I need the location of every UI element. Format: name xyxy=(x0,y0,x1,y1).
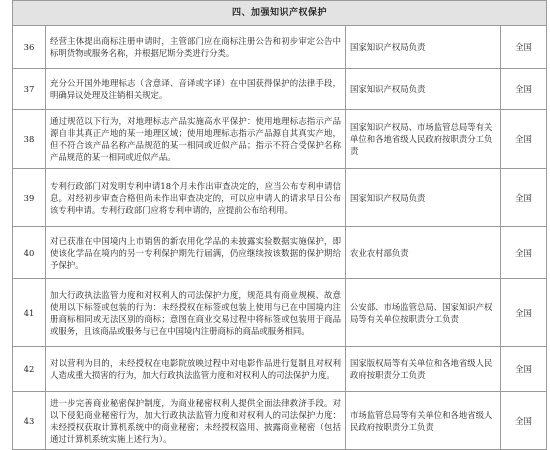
scope-text: 全国 xyxy=(501,110,547,169)
measure-text: 进一步完善商业秘密保护制度，为商业秘密权利人提供全面法律救济手段。对以下侵犯商业秘密行为，加大行政执法监管力度和对权利人的司法保护力度：未经授权获取计算机系统中的商业秘密；未经授权盗用、披露商业秘密（包括通过计算机系统实施上述行为）。 xyxy=(46,392,346,450)
responsible-dept: 国家知识产权局负责 xyxy=(346,169,501,227)
row-number: 41 xyxy=(13,279,46,347)
measure-text: 经营主体提出商标注册申请时，主管部门应在商标注册公告和初步审定公告中标明货物或服务名称，并根据尼斯分类进行分类。 xyxy=(46,26,346,69)
measures-table xyxy=(12,0,547,450)
row-number: 38 xyxy=(13,110,46,169)
table-row xyxy=(13,69,547,110)
responsible-dept: 市场监管总局等有关单位和各地省级人民政府按职责分工负责 xyxy=(346,392,501,450)
responsible-dept: 国家知识产权局负责 xyxy=(346,26,501,69)
measure-text: 专利行政部门对发明专利申请18个月未作出审查决定的，应当公布专利申请信息。对经初步审查合格但尚未作出审查决定的，可以应申请人的请求早日公布该专利申请。专利行政部门应将专利申请的，应提前公布给利用。 xyxy=(46,169,346,227)
scope-text: 全国 xyxy=(501,26,547,69)
table-row xyxy=(13,347,547,392)
responsible-dept: 公安部、市场监管总局、国家知识产权局等有关单位按职责分工负责 xyxy=(346,279,501,347)
scope-text: 全国 xyxy=(501,69,547,110)
section-title: 四、加强知识产权保护 xyxy=(13,1,547,26)
table-row xyxy=(13,26,547,69)
table-row xyxy=(13,169,547,227)
scope-text: 全国 xyxy=(501,392,547,450)
row-number: 37 xyxy=(13,69,46,110)
row-number: 42 xyxy=(13,347,46,392)
scope-text: 全国 xyxy=(501,279,547,347)
table-row xyxy=(13,392,547,450)
scope-text: 全国 xyxy=(501,347,547,392)
row-number: 43 xyxy=(13,392,46,450)
row-number: 36 xyxy=(13,26,46,69)
responsible-dept: 农业农村部负责 xyxy=(346,227,501,279)
table-row xyxy=(13,279,547,347)
measure-text: 对已获准在中国境内上市销售的新农用化学品的未披露实验数据实施保护，即使该化学品在境内的另一专利保护期先行届满，仍应继续按该数据的保护期给予保护。 xyxy=(46,227,346,279)
row-number: 40 xyxy=(13,227,46,279)
responsible-dept: 国家知识产权局负责 xyxy=(346,69,501,110)
responsible-dept: 国家知识产权局、市场监管总局等有关单位和各地省级人民政府按职责分工负责 xyxy=(346,110,501,169)
measure-text: 通过规范以下行为，对地理标志产品实施高水平保护：使用地理标志指示产品源自非其真正产地的某一地理区域；使用地理标志指示产品源自其真实产地，但不符合该产品名称产品规范的某一相同或近似产品；指示不符合受保护名称产品规范的某一相同或近似产品。 xyxy=(46,110,346,169)
table-row xyxy=(13,110,547,169)
scope-text: 全国 xyxy=(501,227,547,279)
scope-text: 全国 xyxy=(501,169,547,227)
table-row xyxy=(13,227,547,279)
section-header-row xyxy=(13,1,547,26)
responsible-dept: 国家版权局等有关单位和各地省级人民政府按职责分工负责 xyxy=(346,347,501,392)
measure-text: 加大行政执法监管力度和对权利人的司法保护力度，规范具有商业规模、故意使用以下标签或包装的行为：未经授权在标签或包装上使用与已在中国境内注册商标相同或无法区别的商标；意图在商业交易过程中将标签或包装用于商品或服务，且该商品或服务与已在中国境内注册商标的商品或服务相同。 xyxy=(46,279,346,347)
measure-text: 对以营利为目的，未经授权在电影院放映过程中对电影作品进行复制且对权利人造成重大损害的行为，加大行政执法监管力度和对权利人的司法保护力度。 xyxy=(46,347,346,392)
row-number: 39 xyxy=(13,169,46,227)
measure-text: 充分公开国外地理标志（含意译、音译或字译）在中国获得保护的法律手段，明确异议处理及注销相关规定。 xyxy=(46,69,346,110)
